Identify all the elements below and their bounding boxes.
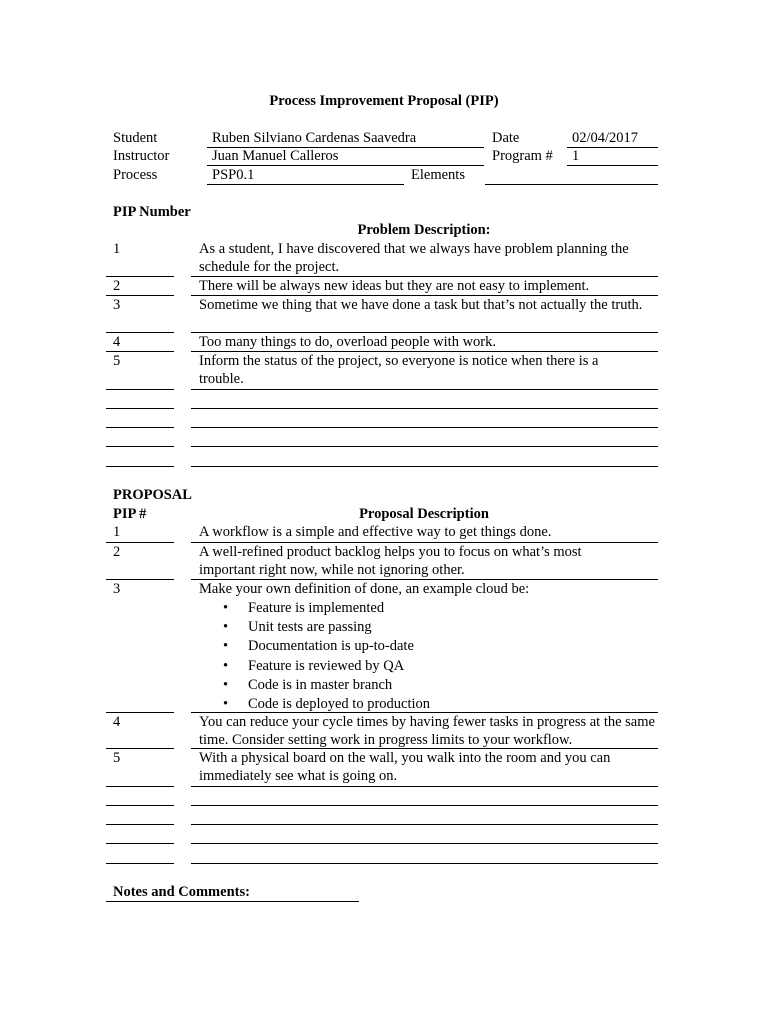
student-value: Ruben Silviano Cardenas Saavedra [212, 130, 417, 146]
number-divider [106, 276, 174, 277]
proposal-description: A workflow is a simple and effective way to get things done. [199, 524, 552, 540]
date-label: Date [492, 130, 520, 146]
problem-description: Inform the status of the project, so everyone is notice when there is a trouble. [199, 353, 599, 387]
problem-number: 4 [113, 334, 121, 350]
notes-heading: Notes and Comments: [113, 884, 250, 900]
proposal-description: You can reduce your cycle times by having fewer tasks in progress at the same time. Consider setting work in progress limits to your workflow. [199, 714, 655, 748]
proposal-number: 5 [113, 750, 121, 766]
proposal-description: With a physical board on the wall, you walk into the room and you can immediately see what is going on. [199, 750, 611, 784]
pip-number-heading: PIP Number [113, 204, 191, 220]
list-item: • Documentation is up-to-date [199, 637, 639, 656]
description-divider [191, 466, 658, 467]
problem-description-heading: Problem Description: [357, 222, 491, 238]
list-item: • Unit tests are passing [199, 618, 639, 637]
number-divider [106, 712, 174, 713]
number-divider [106, 542, 174, 543]
done-definition-list [199, 599, 639, 714]
number-divider [106, 863, 174, 864]
problem-description: Too many things to do, overload people with work. [199, 334, 496, 350]
description-divider [191, 824, 658, 825]
list-item: • Feature is reviewed by QA [199, 657, 639, 676]
instructor-underline [207, 165, 484, 166]
number-divider [106, 466, 174, 467]
program-value: 1 [572, 148, 580, 164]
pip-hash-heading: PIP # [113, 506, 147, 522]
description-divider [191, 408, 658, 409]
proposal-heading: PROPOSAL [113, 487, 192, 503]
list-item: • Code is deployed to production [199, 695, 639, 714]
problem-description: Sometime we thing that we have done a task but that’s not actually the truth. [199, 297, 643, 313]
instructor-value: Juan Manuel Calleros [212, 148, 339, 164]
number-divider [106, 843, 174, 844]
description-divider [191, 805, 658, 806]
description-divider [191, 843, 658, 844]
number-divider [106, 295, 174, 296]
number-divider [106, 351, 174, 352]
page-title: Process Improvement Proposal (PIP) [269, 93, 499, 109]
number-divider [106, 446, 174, 447]
proposal-number: 4 [113, 714, 121, 730]
number-divider [106, 748, 174, 749]
student-label: Student [113, 130, 158, 146]
proposal-description: A well-refined product backlog helps you to focus on what’s most important right now, while not ignoring other. [199, 544, 582, 578]
list-item: • Code is in master branch [199, 676, 639, 695]
problem-description: As a student, I have discovered that we always have problem planning the schedule for the project. [199, 241, 629, 275]
problem-number: 1 [113, 241, 121, 257]
number-divider [106, 579, 174, 580]
proposal-number: 2 [113, 544, 121, 560]
number-divider [106, 786, 174, 787]
description-divider [191, 427, 658, 428]
process-underline [207, 184, 404, 185]
number-divider [106, 427, 174, 428]
number-divider [106, 824, 174, 825]
notes-underline [106, 901, 359, 902]
description-divider [191, 863, 658, 864]
program-label: Program # [492, 148, 553, 164]
proposal-description-heading: Proposal Description [359, 506, 489, 522]
description-divider [191, 446, 658, 447]
proposal-number: 1 [113, 524, 121, 540]
problem-description: There will be always new ideas but they are not easy to implement. [199, 278, 590, 294]
description-divider [191, 786, 658, 787]
proposal-description: Make your own definition of done, an example cloud be: [199, 581, 530, 597]
elements-label: Elements [411, 167, 465, 183]
elements-underline [485, 184, 658, 185]
process-label: Process [113, 167, 158, 183]
description-divider [191, 389, 658, 390]
process-value: PSP0.1 [212, 167, 255, 183]
number-divider [106, 408, 174, 409]
problem-number: 2 [113, 278, 121, 294]
proposal-number: 3 [113, 581, 121, 597]
number-divider [106, 805, 174, 806]
number-divider [106, 332, 174, 333]
date-value: 02/04/2017 [572, 130, 639, 146]
date-underline [567, 147, 658, 148]
list-item: • Feature is implemented [199, 599, 639, 618]
instructor-label: Instructor [113, 148, 170, 164]
number-divider [106, 389, 174, 390]
program-underline [567, 165, 658, 166]
problem-number: 3 [113, 297, 121, 313]
problem-number: 5 [113, 353, 121, 369]
